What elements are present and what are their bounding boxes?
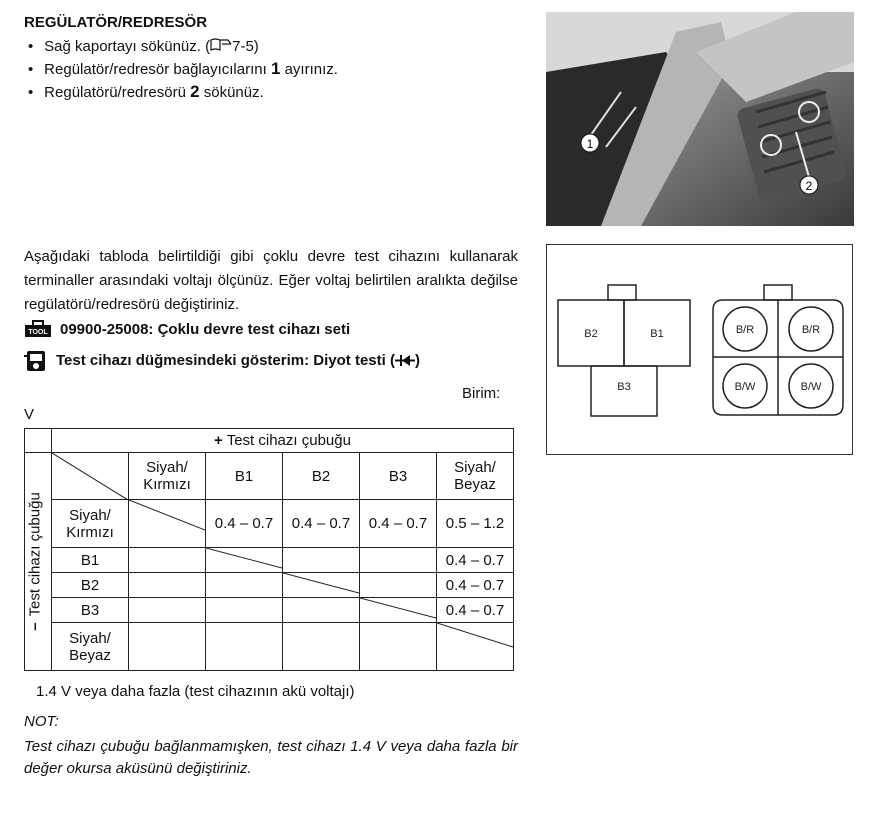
table-cell	[206, 623, 283, 671]
mode-line	[24, 350, 420, 372]
callout-1: 1	[586, 137, 594, 151]
step-list	[24, 36, 338, 104]
row-header: Siyah/ Beyaz	[52, 623, 129, 671]
table-cell	[129, 623, 206, 671]
pin-bw-2: B/W	[800, 381, 822, 393]
footnote: 1.4 V veya daha fazla (test cihazının akü voltajı)	[36, 683, 355, 700]
tester-dial-icon	[24, 350, 48, 372]
table-cell: 0.4 – 0.7	[360, 500, 437, 548]
step-text: Sağ kaportayı sökünüz. (	[44, 38, 211, 55]
table-cell	[360, 623, 437, 671]
book-reference-icon	[210, 36, 232, 58]
plus-header	[52, 429, 514, 453]
diagonal-cell	[437, 623, 514, 671]
table-cell: 0.4 – 0.7	[206, 500, 283, 548]
unit-value: V	[24, 406, 35, 423]
table-row	[25, 500, 514, 548]
table-cell	[206, 598, 283, 623]
pin-b2: B2	[584, 328, 598, 340]
step-callout: 1	[270, 59, 281, 78]
connector-diagram	[546, 244, 853, 455]
row-header: B2	[52, 573, 129, 598]
voltage-table	[24, 428, 514, 671]
col-header: B3	[360, 453, 437, 500]
section-title: REGÜLATÖR/REDRESÖR	[24, 14, 208, 31]
tool-text: 09900-25008: Çoklu devre test cihazı seti	[60, 320, 351, 338]
table-row	[25, 573, 514, 598]
intro-paragraph: Aşağıdaki tabloda belirtildiği gibi çoklu devre test cihazını kullanarak terminaller arasındaki voltajı ölçünüz. Eğer voltaj belirtilen aralıkta değilse regülatörü/redresörü değiştiriniz.	[24, 248, 518, 313]
plus-sign: +	[214, 432, 223, 449]
svg-text:TOOL: TOOL	[28, 329, 48, 336]
step-text: Regülatör/redresör bağlayıcılarını	[44, 61, 271, 78]
mode-text: Test cihazı düğmesindeki gösterim: Diyot testi (	[56, 351, 395, 369]
pin-br-1: B/R	[735, 324, 755, 336]
table-cell	[360, 573, 437, 598]
table-cell: 0.4 – 0.7	[437, 598, 514, 623]
tool-box-icon	[24, 320, 52, 338]
note-body: Test cihazı çubuğu bağlanmamışken, test cihazı 1.4 V veya daha fazla bir değer okursa aküsünü değiştiriniz.	[24, 738, 518, 777]
row-header: Siyah/ Kırmızı	[52, 500, 129, 548]
step-after: ayırınız.	[280, 61, 338, 78]
step-after: sökünüz.	[199, 84, 264, 101]
pin-br-2: B/R	[801, 324, 821, 336]
step-ref: 7-5)	[232, 38, 259, 55]
table-cell	[283, 598, 360, 623]
table-cell	[129, 573, 206, 598]
table-cell: 0.4 – 0.7	[437, 548, 514, 573]
mode-after: )	[414, 351, 420, 369]
pin-bw-1: B/W	[734, 381, 756, 393]
row-header: B3	[52, 598, 129, 623]
table-cell: 0.4 – 0.7	[437, 573, 514, 598]
col-header: Siyah/ Kırmızı	[129, 453, 206, 500]
col-header: B2	[283, 453, 360, 500]
diode-symbol-icon	[395, 354, 415, 371]
step-text: Regülatörü/redresörü	[44, 84, 191, 101]
table-row	[25, 598, 514, 623]
table-cell	[206, 573, 283, 598]
minus-header	[25, 453, 52, 671]
table-cell	[129, 548, 206, 573]
table-row	[25, 623, 514, 671]
table-cell	[283, 623, 360, 671]
pin-b1: B1	[650, 328, 664, 340]
table-cell	[129, 598, 206, 623]
corner-cell	[25, 429, 52, 453]
diagonal-cell	[283, 573, 360, 598]
table-cell	[360, 548, 437, 573]
table-cell: 0.5 – 1.2	[437, 500, 514, 548]
diagonal-header-cell	[52, 453, 129, 500]
regulator-photo	[546, 12, 854, 226]
diagonal-cell	[206, 548, 283, 573]
col-header: B1	[206, 453, 283, 500]
step-2	[24, 58, 338, 81]
step-3	[24, 81, 338, 104]
minus-sign: –	[26, 622, 44, 631]
step-1	[24, 36, 338, 58]
row-header: B1	[52, 548, 129, 573]
unit-label: Birim:	[462, 385, 501, 402]
table-cell	[283, 548, 360, 573]
callout-2: 2	[805, 179, 813, 193]
minus-header-text: Test cihazı çubuğu	[26, 492, 44, 617]
table-cell: 0.4 – 0.7	[283, 500, 360, 548]
step-callout: 2	[190, 82, 200, 101]
col-header: Siyah/ Beyaz	[437, 453, 514, 500]
diagonal-cell	[129, 500, 206, 548]
tool-line	[24, 320, 350, 338]
diagonal-cell	[360, 598, 437, 623]
pin-b3: B3	[617, 381, 631, 393]
note-title: NOT:	[24, 713, 59, 730]
table-row	[25, 548, 514, 573]
plus-header-text: Test cihazı çubuğu	[226, 432, 351, 449]
